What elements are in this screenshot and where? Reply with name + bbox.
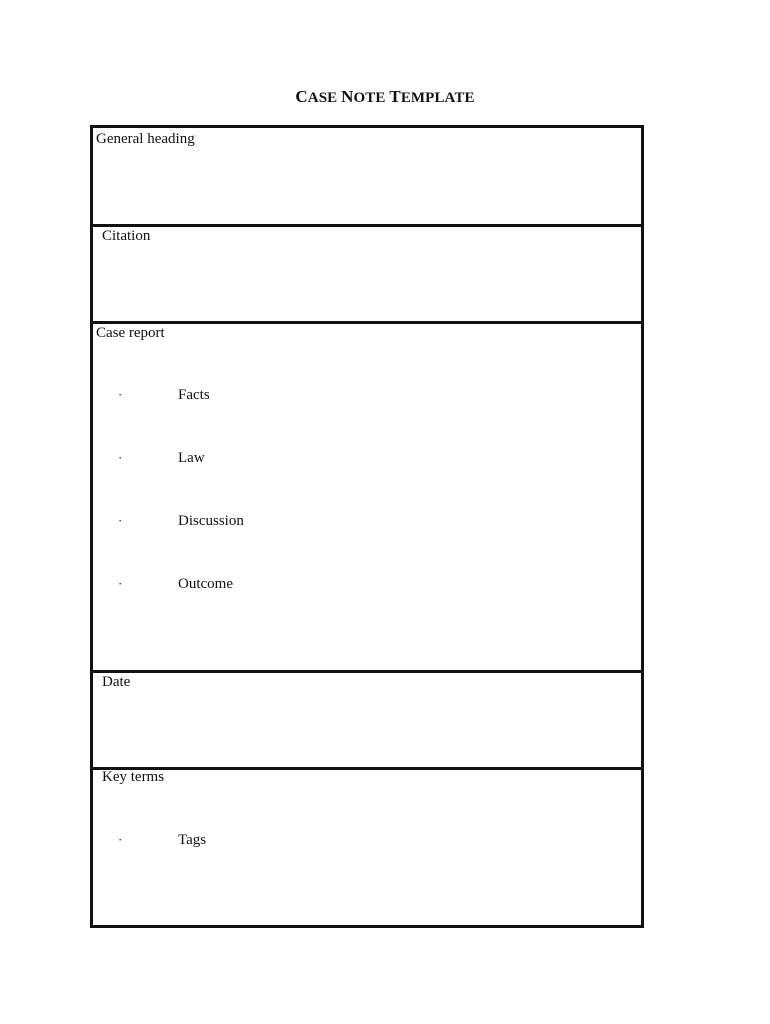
title-initial-c: C [295, 87, 308, 106]
citation-label: Citation [102, 228, 151, 244]
title-part-emplate: EMPLATE [400, 90, 475, 106]
case-report-section [93, 321, 641, 670]
key-terms-label: Key terms [102, 769, 165, 785]
title-part-ase: ASE [307, 90, 342, 106]
case-report-item-law [93, 449, 493, 467]
date-label: Date [102, 674, 131, 690]
case-report-item-facts [93, 386, 493, 404]
case-report-item-outcome [93, 575, 493, 593]
bullet-icon: · [118, 387, 123, 402]
bullet-icon: · [118, 513, 123, 528]
key-terms-section [93, 767, 641, 925]
bullet-icon: · [118, 576, 123, 591]
page-title [0, 87, 770, 107]
case-note-table [90, 125, 644, 928]
date-section [93, 670, 641, 767]
bullet-icon: · [118, 832, 123, 847]
tags-label: Tags [178, 832, 207, 848]
bullet-icon: · [118, 450, 123, 465]
general-heading-section [93, 128, 641, 224]
case-report-label: Case report [96, 325, 165, 341]
discussion-label: Discussion [178, 513, 244, 529]
key-terms-item-tags [93, 831, 493, 849]
outcome-label: Outcome [178, 576, 233, 592]
general-heading-label: General heading [96, 131, 195, 147]
title-initial-n: N [341, 87, 354, 106]
title-part-ote: OTE [353, 90, 390, 106]
case-report-item-discussion [93, 512, 493, 530]
facts-label: Facts [178, 387, 210, 403]
law-label: Law [178, 450, 205, 466]
title-initial-t: T [389, 87, 401, 106]
citation-section [93, 224, 641, 321]
